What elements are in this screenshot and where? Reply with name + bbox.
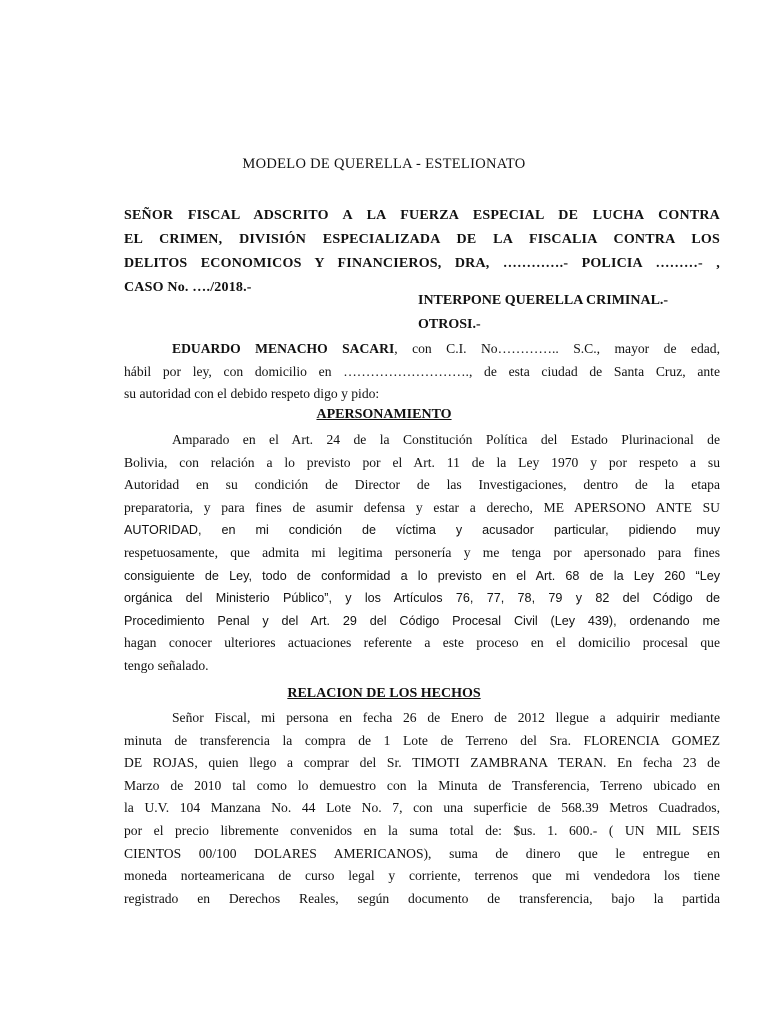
paragraph-line: Autoridad en su condición de Director de las Investigaciones, dentro de la etapa [124, 477, 720, 493]
paragraph-line: orgánica del Ministerio Público”, y los Artículos 76, 77, 78, 79 y 82 del Código de [124, 591, 720, 606]
apersonamiento-paragraph [124, 429, 720, 678]
paragraph-line: moneda norteamericana de curso legal y corriente, terrenos que mi vendedora los tiene [124, 868, 720, 884]
intro-line: su autoridad con el debido respeto digo y pido: [124, 386, 380, 402]
addressee-line: CASO No. …./2018.- [124, 280, 252, 295]
paragraph-line: registrado en Derechos Reales, según documento de transferencia, bajo la partida [124, 890, 720, 906]
section-heading-relacion-hechos: RELACION DE LOS HECHOS [287, 686, 481, 701]
paragraph-line: DE ROJAS, quien llego a comprar del Sr. TIMOTI ZAMBRANA TERAN. En fecha 23 de [124, 755, 720, 771]
paragraph-line: Amparado en el Art. 24 de la Constitución Política del Estado Plurinacional de [172, 432, 720, 447]
addressee-block [124, 204, 720, 300]
paragraph-line: la U.V. 104 Manzana No. 44 Lote No. 7, con una superficie de 568.39 Metros Cuadrados, [124, 800, 720, 816]
paragraph-line: Bolivia, con relación a lo previsto por el Art. 11 de la Ley 1970 y por respeto a su [124, 454, 720, 470]
document-title: MODELO DE QUERELLA - ESTELIONATO [242, 156, 526, 172]
plaintiff-name: EDUARDO MENACHO SACARI [172, 341, 395, 356]
paragraph-line: Marzo de 2010 tal como lo demuestro con la Minuta de Transferencia, Terreno ubicado en [124, 777, 720, 793]
paragraph-line: hagan conocer ulteriores actuaciones referente a este proceso en el domicilio procesal que [124, 635, 720, 651]
paragraph-line: tengo señalado. [124, 657, 209, 673]
paragraph-line: CIENTOS 00/100 DOLARES AMERICANOS), suma de dinero que le entregue en [124, 845, 720, 861]
addressee-line: SEÑOR FISCAL ADSCRITO A LA FUERZA ESPECIAL DE LUCHA CONTRA [124, 208, 720, 223]
hechos-paragraph [124, 707, 720, 910]
reference-querella: INTERPONE QUERELLA CRIMINAL.- [418, 293, 669, 308]
intro-line-1-rest: , con C.I. No………….. S.C., mayor de edad, [394, 341, 720, 356]
intro-line [124, 338, 720, 361]
intro-paragraph [124, 338, 720, 406]
paragraph-line: AUTORIDAD, en mi condición de víctima y acusador particular, pidiendo muy [124, 523, 720, 538]
paragraph-line: Procedimiento Penal y del Art. 29 del Código Procesal Civil (Ley 439), ordenando me [124, 613, 720, 628]
paragraph-line: consiguiente de Ley, todo de conformidad a lo previsto en el Art. 68 de la Ley 260 “Ley [124, 568, 720, 583]
addressee-line: DELITOS ECONOMICOS Y FINANCIEROS, DRA, ………….- POLICIA ………- , [124, 256, 720, 271]
reference-otrosi: OTROSI.- [418, 317, 481, 332]
paragraph-line: por el precio libremente convenidos en la suma total de: $us. 1. 600.- ( UN MIL SEIS [124, 822, 720, 838]
paragraph-line: minuta de transferencia la compra de 1 Lote de Terreno del Sra. FLORENCIA GOMEZ [124, 732, 720, 748]
paragraph-line: preparatoria, y para fines de asumir defensa y estar a derecho, ME APERSONO ANTE SU [124, 499, 720, 515]
intro-line: hábil por ley, con domicilio en ………………………., de esta ciudad de Santa Cruz, ante [124, 363, 720, 379]
addressee-line: EL CRIMEN, DIVISIÓN ESPECIALIZADA DE LA FISCALIA CONTRA LOS [124, 232, 720, 247]
paragraph-line: Señor Fiscal, mi persona en fecha 26 de Enero de 2012 llegue a adquirir mediante [172, 710, 720, 725]
section-heading-apersonamiento: APERSONAMIENTO [316, 407, 452, 422]
paragraph-line: respetuosamente, que admita mi legitima personería y me tenga por apersonado para fines [124, 544, 720, 560]
